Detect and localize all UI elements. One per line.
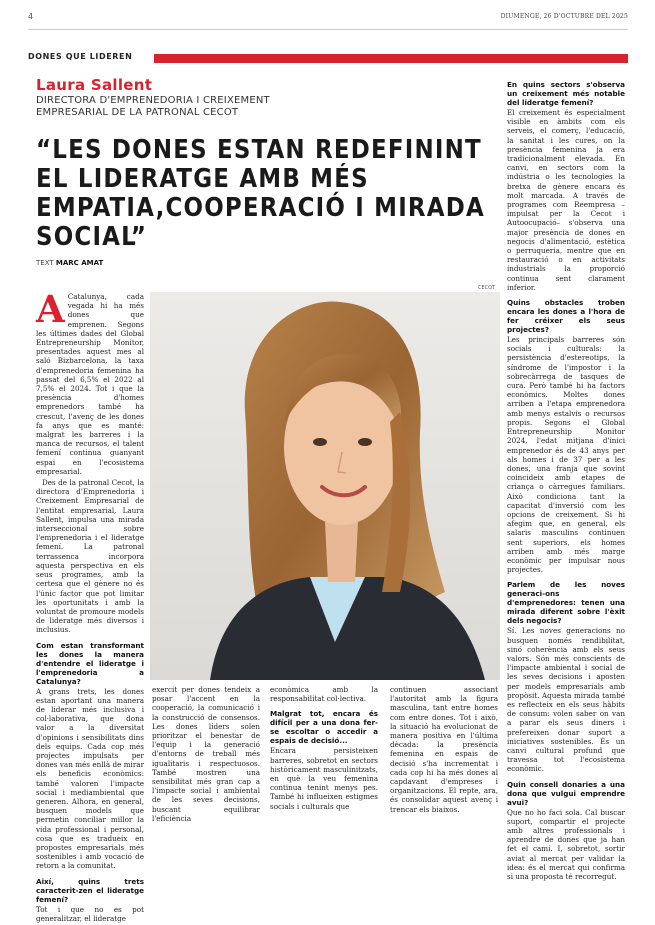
photo-credit: CECOT xyxy=(478,285,496,291)
interview-question: Així, quins trets caracterit-zen el lideratge femení? xyxy=(36,876,144,904)
interview-answer: econòmica amb la responsabilitat col·lectiva. xyxy=(270,685,378,704)
interview-question: Quins obstacles troben encara les dones a l'hora de fer créixer els seus projectes? xyxy=(507,298,625,335)
right-column xyxy=(507,80,625,883)
portrait-illustration xyxy=(150,292,500,680)
drop-cap: A xyxy=(36,287,65,331)
portrait-photo xyxy=(150,292,500,680)
interviewee-name: Laura Sallent xyxy=(36,76,153,94)
interview-answer: Sí. Les noves generacions no busquen només rendibilitat, sinó coherència amb els seus valors. Són més conscients de l'impacte ambiental i social de les seves decisions i aposten per models empresarials amb propòsit. Aquesta mirada també es reflecteix en els seus hàbits de consum: volen saber on van a parar els seus diners i prefereixen donar suport a iniciatives sostenibles. És un canvi cultural profund que travessa tot l'ecosistema econòmic. xyxy=(507,626,625,774)
interview-answer: continuen associant l'autoritat amb la figura masculina, tant entre homes com entre dones. Tot i això, la situació ha evolucionat de manera positiva en l'última dècada: la presència femenina en espais de decisió s'ha incrementat i cada cop hi ha més dones al capdavant d'empreses i organitzacions. El repte, ara, és consolidar aquest avenç i trencar els biaixos. xyxy=(390,685,498,814)
interview-answer: El creixement és especialment visible en àmbits com els serveis, el comerç, l'educació, la sanitat i les cures, on la presència femenina ja era tradicionalment elevada. En canvi, en sectors com la indústria o les tecnologies la bretxa de gènere encara és molt marcada. A través de programes com Reempresa –impulsat per la Cecot i Autoocupació– s'observa una major presència de dones en negocis d'alimentació, estètica o perruqueria, mentre que en restauració o en activitats industrials la proporció continua sent clarament inferior. xyxy=(507,108,625,292)
interview-answer: A grans trets, les dones estan aportant una manera de liderar més inclusiva i col·laborativa, que dona valor a la diversitat d'opinions i sensibilitats dins dels equips. Cada cop més projectes impulsats per dones van més enllà de mirar els beneficis econòmics: també valoren l'impacte social i mediambiental que generen. Alhora, en general, busquen models que permetin conciliar millor la vida professional i personal, cosa que es tradueix en propostes empresarials més sostenibles i amb vocació de retorn a la comunitat. xyxy=(36,686,144,871)
interview-question: Malgrat tot, encara és difícil per a una dona fer-se escoltar o accedir a espais de decisió... xyxy=(270,709,378,746)
bottom-column-2 xyxy=(270,685,378,813)
byline xyxy=(36,259,103,267)
byline-author: MARC AMAT xyxy=(55,259,104,267)
body-paragraph: Des de la patronal Cecot, la directora d'Emprenedoria i Creixement Empresarial de l'entitat empresarial, Laura Sallent, impulsa una mirada interseccional sobre l'emprenedoria i el lideratge femení. La patronal terrassenca incorpora aquesta perspectiva en els seus programes, amb la certesa que el gènere no és l'únic factor que pot limitar les oportunitats i amb la voluntat de promoure models de lideratge més diversos i inclusius. xyxy=(36,478,144,635)
section-accent-bar xyxy=(154,54,628,63)
interview-answer: Les principals barreres són socials i culturals: la persistència d'estereotips, la síndrome de l'impostor i la sobrecàrrega de tasques de cura. Però també hi ha factors econòmics. Moltes dones arriben a l'etapa emprenedora amb menys estalvis o recursos propis. Segons el Global Entrepreneurship Monitor 2024, l'edat mitjana d'inici emprenedor és de 43 anys per als homes i de 37 per a les dones, una franja que sovint coincideix amb etapes de criança o càrregues familiars. Això condiciona tant la capacitat d'inversió com les opcions de creixement. Si hi afegim que, en general, els salaris masculins continuen sent superiors, els homes arriben amb més marge econòmic per impulsar nous projectes. xyxy=(507,335,625,575)
headline: “LES DONES ESTAN REDEFININT EL LIDERATGE AMB MÉS EMPATIA,COOPERACIÓ I MIRADA SOCIAL” xyxy=(36,135,485,252)
interview-answer: Encara persisteixen barreres, sobretot en sectors històricament masculinitzats, en què la veu femenina continua tenint menys pes. També hi influeixen estigmes socials i culturals que xyxy=(270,746,378,811)
interview-question: En quins sectors s'observa un creixement més notable del lideratge femení? xyxy=(507,80,625,107)
intro-paragraph xyxy=(36,287,144,476)
interview-question: Com estan transformant les dones la manera d'entendre el lideratge i l'emprenedoria a Catalunya? xyxy=(36,640,144,686)
left-column xyxy=(36,287,144,925)
intro-text: Catalunya, cada vegada hi ha més dones que emprenen. Segons les últimes dades del Global Entrepreneurship Monitor, presentades aquest mes al saló Bizbarcelona, la taxa d'emprenedoria femenina ha passat del 6,5% el 2022 al 7,5% el 2024. Tot i que la presència d'homes emprenedors també ha crescut, l'avenç de les dones fa anys que es manté: malgrat les barreres i la manca de recursos, el talent femení continua guanyant espai en l'ecosistema empresarial. xyxy=(36,292,144,476)
byline-prefix: TEXT xyxy=(36,259,54,267)
interview-answer: Tot i que no es pot generalitzar, el lideratge xyxy=(36,904,144,923)
bottom-column-1 xyxy=(152,685,260,825)
page-number: 4 xyxy=(28,12,34,21)
interview-answer: exercit per dones tendeix a posar l'accent en la cooperació, la comunicació i la construcció de consensos. Les dones líders solen prioritzar el benestar de l'equip i la generació d'entorns de treball més igualitaris i respectuosos. També mostren una sensibilitat més gran cap a l'impacte social i ambiental de les seves decisions, buscant equilibrar l'eficiència xyxy=(152,685,260,823)
interview-question: Quin consell donaries a una dona que vulgui emprendre avui? xyxy=(507,779,625,807)
interview-question: Parlem de les noves generaci-ons d'emprenedores: tenen una mirada diferent sobre l'èxit dels negocis? xyxy=(507,580,625,626)
interview-answer: Que no ho faci sola. Cal buscar suport, compartir el projecte amb altres professionals i aprendre de dones que ja han fet el camí. I, sobretot, sortir aviat al mercat per validar la idea: és el mercat qui confirma si una proposta té recorregut. xyxy=(507,807,625,882)
publication-date: DIUMENGE, 26 D'OCTUBRE DEL 2025 xyxy=(500,13,628,20)
bottom-column-3 xyxy=(390,685,498,816)
interviewee-role: DIRECTORA D'EMPRENEDORIA I CREIXEMENT EMPRESARIAL DE LA PATRONAL CECOT xyxy=(36,95,270,118)
section-label: DONES QUE LIDEREN xyxy=(28,52,133,61)
section-bar xyxy=(28,54,628,64)
